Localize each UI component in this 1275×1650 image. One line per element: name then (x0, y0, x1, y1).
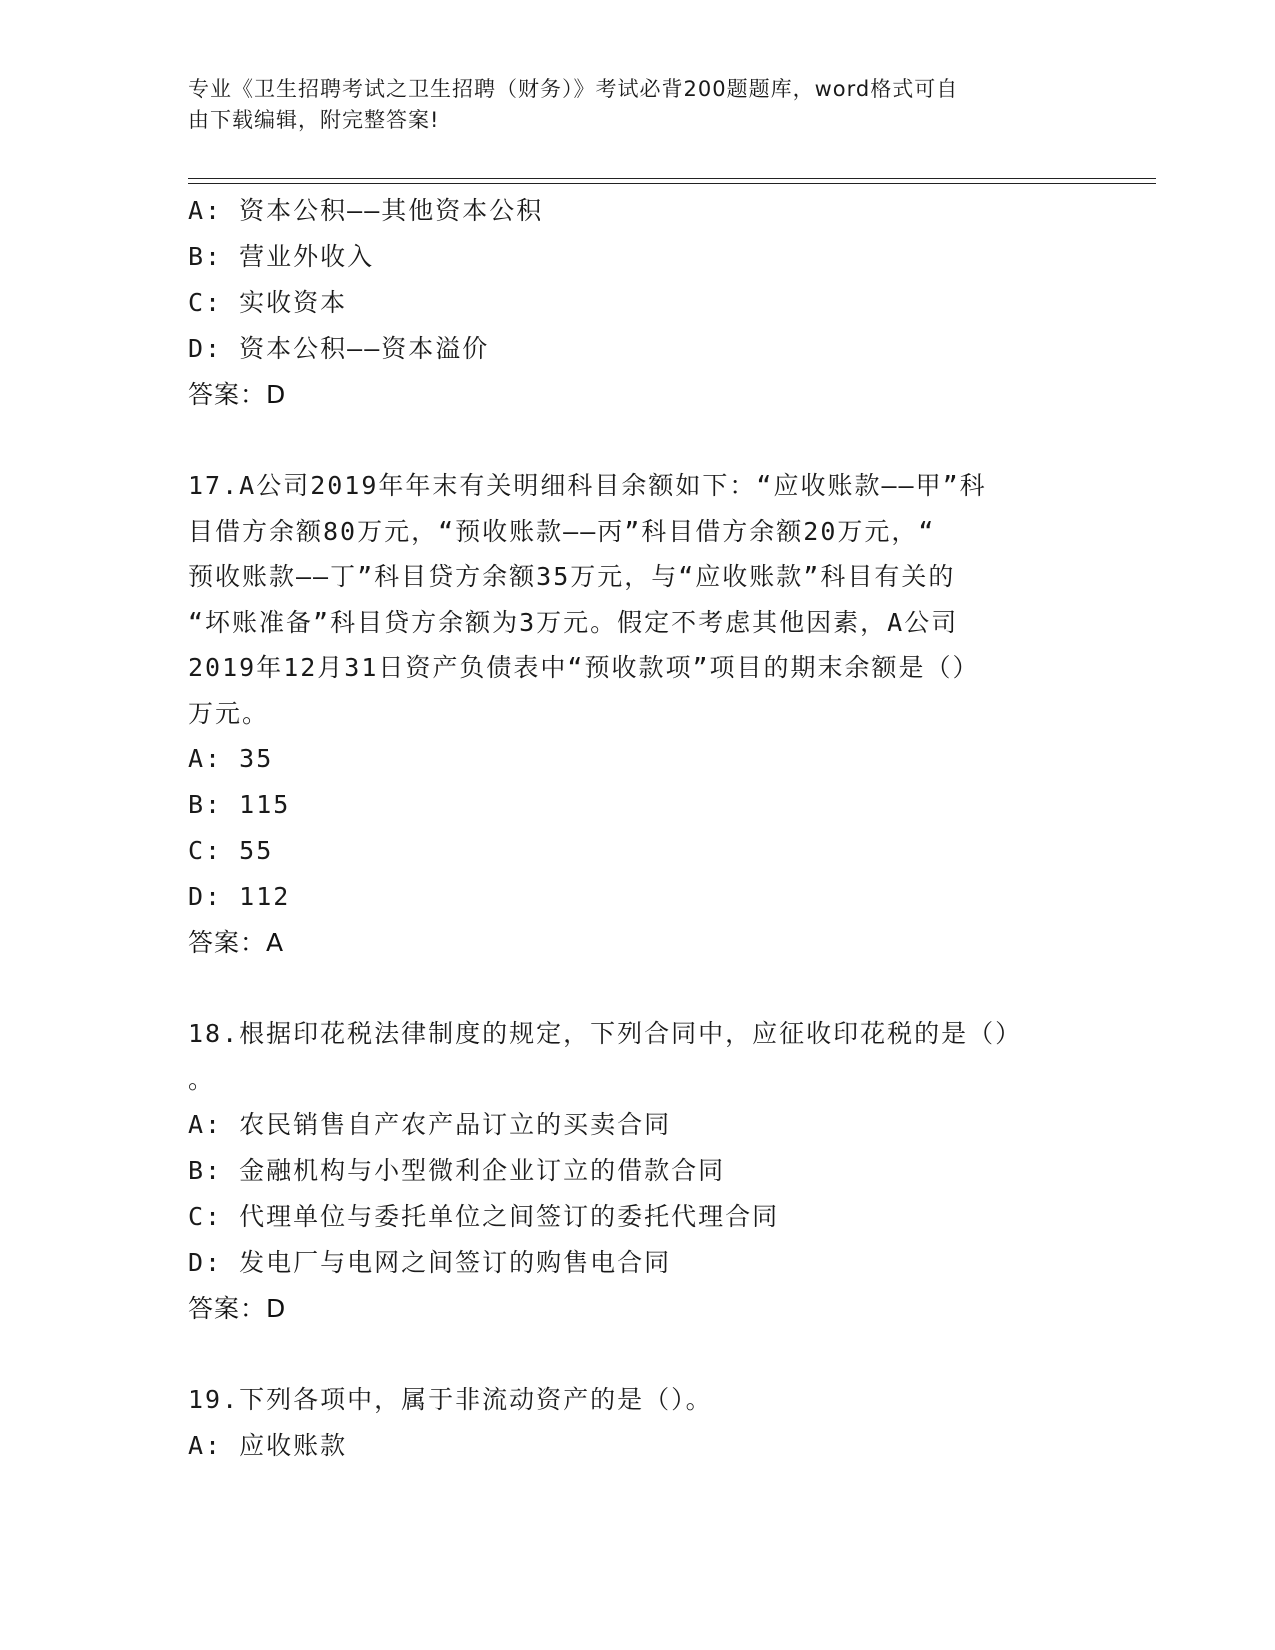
question-stem (188, 1377, 1088, 1423)
stem-line: 。 (188, 1064, 216, 1094)
answer-line: 答案：A (188, 928, 285, 957)
option-a: A: 农民销售自产农产品订立的买卖合同 (188, 1110, 672, 1139)
header-divider-top (188, 178, 1156, 179)
stem-line: 预收账款——丁”科目贷方余额35万元，与“应收账款”科目有关的 (188, 562, 956, 591)
question-stem (188, 463, 1088, 736)
stem-line: 目借方余额80万元，“预收账款——丙”科目借方余额20万元，“ (188, 516, 936, 546)
stem-line: 2019年12月31日资产负债表中“预收款项”项目的期末余额是（） (188, 653, 980, 682)
header-divider-bottom (188, 183, 1156, 184)
option-d: D: 资本公积——资本溢价 (188, 334, 490, 363)
document-header (188, 74, 1068, 136)
stem-line: 18.根据印花税法律制度的规定，下列合同中，应征收印花税的是（） (188, 1019, 1023, 1048)
question-18 (188, 1011, 1088, 1332)
previous-question-tail (188, 188, 1088, 418)
question-19 (188, 1377, 1088, 1469)
question-list (188, 188, 1088, 1469)
option-c: C: 实收资本 (188, 288, 348, 317)
option-a: A: 应收账款 (188, 1430, 348, 1460)
option-b: B: 营业外收入 (188, 242, 375, 271)
stem-line: “坏账准备”科目贷方余额为3万元。假定不考虑其他因素，A公司 (188, 607, 959, 637)
header-line-2: 由下载编辑，附完整答案! (188, 108, 440, 132)
question-17 (188, 463, 1088, 966)
option-d: D: 112 (188, 882, 291, 911)
stem-line: 17.A公司2019年年末有关明细科目余额如下：“应收账款——甲”科 (188, 471, 987, 500)
stem-line: 19.下列各项中，属于非流动资产的是（）。 (188, 1385, 713, 1414)
answer-line: 答案：D (188, 380, 287, 409)
option-d: D: 发电厂与电网之间签订的购售电合同 (188, 1248, 672, 1277)
option-a: A: 35 (188, 744, 274, 773)
option-b: B: 金融机构与小型微利企业订立的借款合同 (188, 1156, 726, 1185)
option-c: C: 55 (188, 836, 274, 865)
option-c: C: 代理单位与委托单位之间签订的委托代理合同 (188, 1202, 780, 1231)
header-line-1: 专业《卫生招聘考试之卫生招聘（财务）》考试必背200题题库，word格式可自 (188, 77, 959, 101)
option-a: A: 资本公积——其他资本公积 (188, 196, 544, 225)
option-b: B: 115 (188, 790, 291, 819)
stem-line: 万元。 (188, 698, 270, 728)
question-stem (188, 1011, 1088, 1102)
answer-line: 答案：D (188, 1294, 287, 1323)
